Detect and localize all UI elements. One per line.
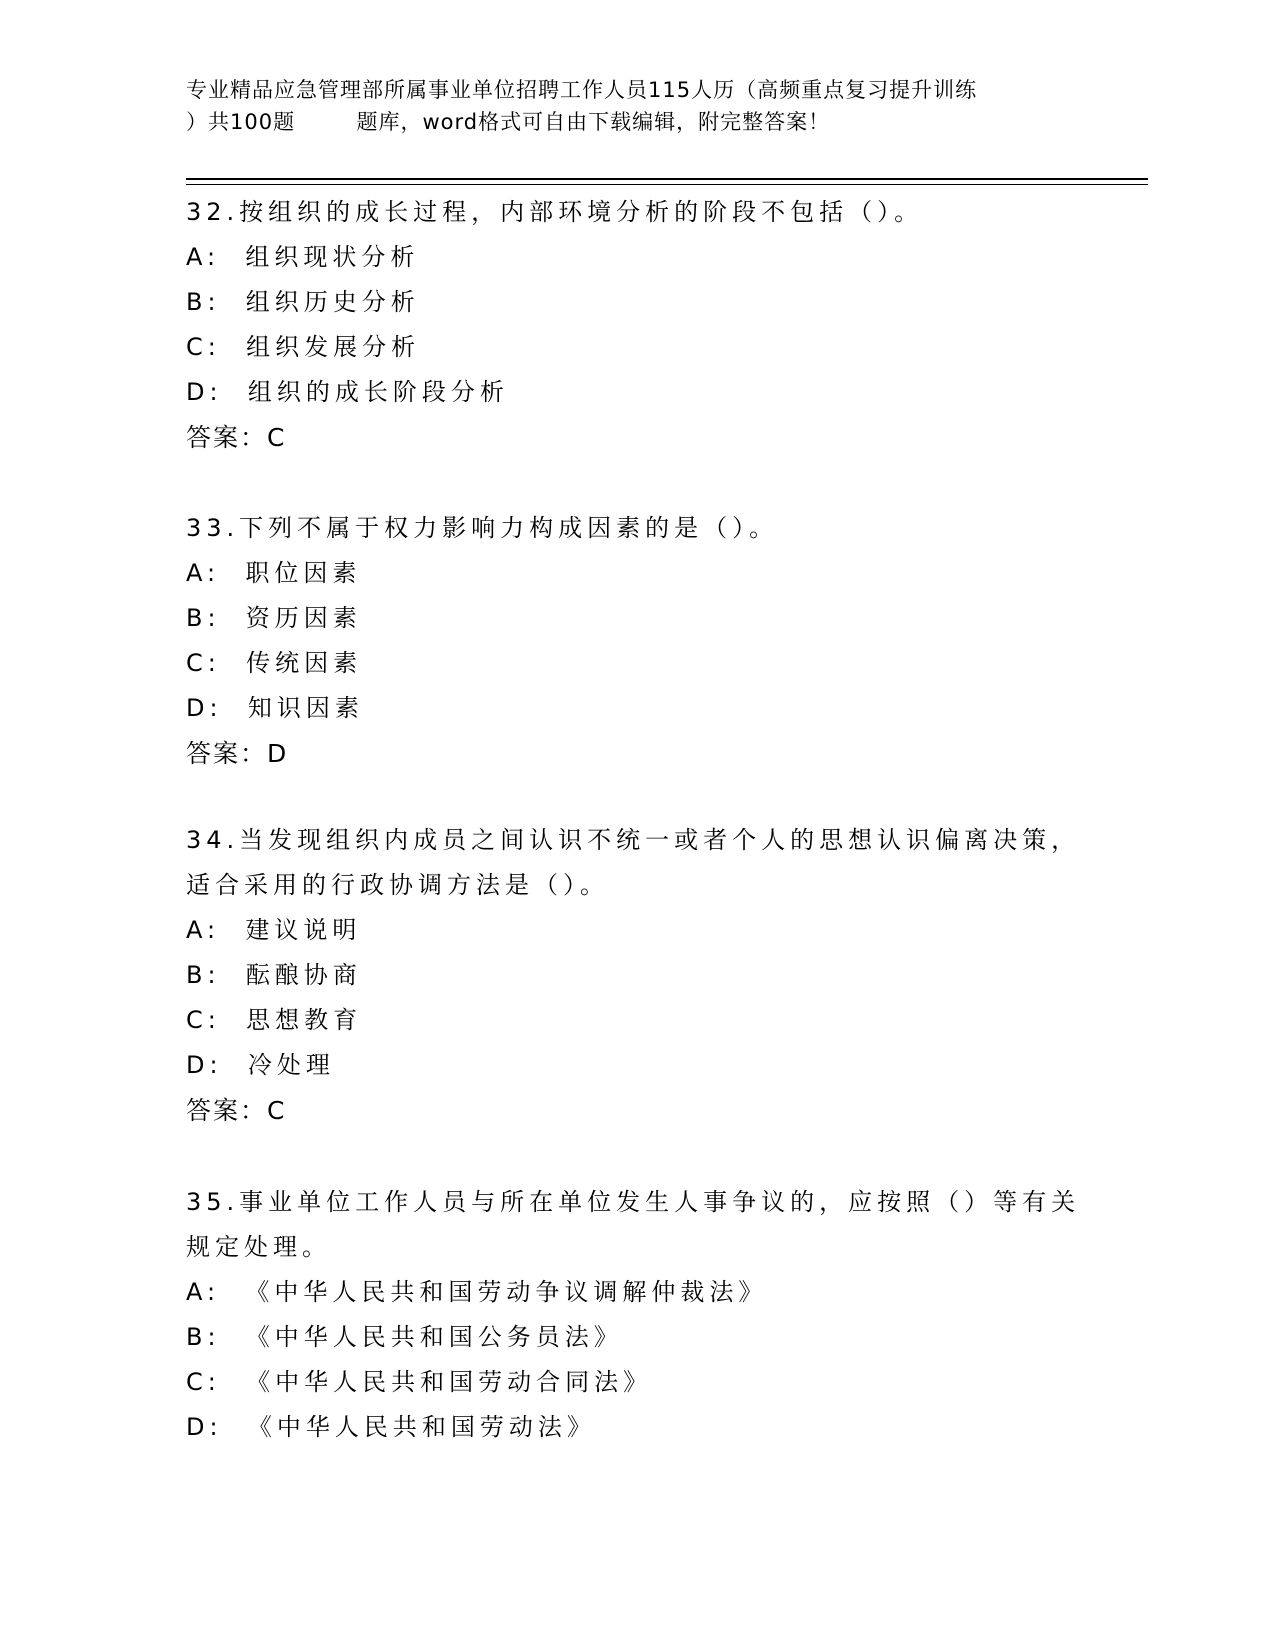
option-c: C: 传统因素	[186, 649, 363, 677]
answer: 答案：C	[186, 1096, 287, 1125]
header-divider-thin	[186, 184, 1148, 185]
option-b: B: 资历因素	[186, 604, 362, 632]
header-title-line-1: 专业精品应急管理部所属事业单位招聘工作人员115人历（高频重点复习提升训练	[186, 78, 978, 102]
option-c: C: 《中华人民共和国劳动合同法》	[186, 1368, 653, 1396]
question-34	[186, 818, 1086, 1133]
option-a: A: 职位因素	[186, 559, 362, 587]
option-d: D: 知识因素	[186, 694, 364, 722]
question-stem: 32.按组织的成长过程，内部环境分析的阶段不包括（）。	[186, 198, 924, 226]
option-b: B: 组织历史分析	[186, 288, 420, 316]
document-header	[186, 74, 1106, 138]
answer: 答案：D	[186, 739, 289, 768]
option-a: A: 组织现状分析	[186, 243, 420, 271]
option-a: A: 《中华人民共和国劳动争议调解仲裁法》	[186, 1278, 768, 1306]
option-c: C: 组织发展分析	[186, 333, 421, 361]
header-title-line-2: ）共100题 题库，word格式可自由下载编辑，附完整答案！	[186, 110, 831, 134]
option-d: D: 《中华人民共和国劳动法》	[186, 1413, 596, 1441]
question-stem: 35.事业单位工作人员与所在单位发生人事争议的，应按照（）等有关规定处理。	[186, 1188, 1081, 1261]
question-35	[186, 1180, 1086, 1450]
option-a: A: 建议说明	[186, 916, 362, 944]
answer: 答案：C	[186, 423, 287, 452]
option-b: B: 《中华人民共和国公务员法》	[186, 1323, 623, 1351]
question-stem: 33.下列不属于权力影响力构成因素的是（）。	[186, 514, 779, 542]
option-c: C: 思想教育	[186, 1006, 363, 1034]
question-stem: 34.当发现组织内成员之间认识不统一或者个人的思想认识偏离决策，适合采用的行政协调方法是（）。	[186, 826, 1081, 899]
option-d: D: 组织的成长阶段分析	[186, 378, 509, 406]
option-b: B: 酝酿协商	[186, 961, 362, 989]
header-divider-thick	[186, 178, 1148, 180]
question-32	[186, 190, 1086, 460]
option-d: D: 冷处理	[186, 1051, 335, 1079]
question-33	[186, 506, 1086, 776]
